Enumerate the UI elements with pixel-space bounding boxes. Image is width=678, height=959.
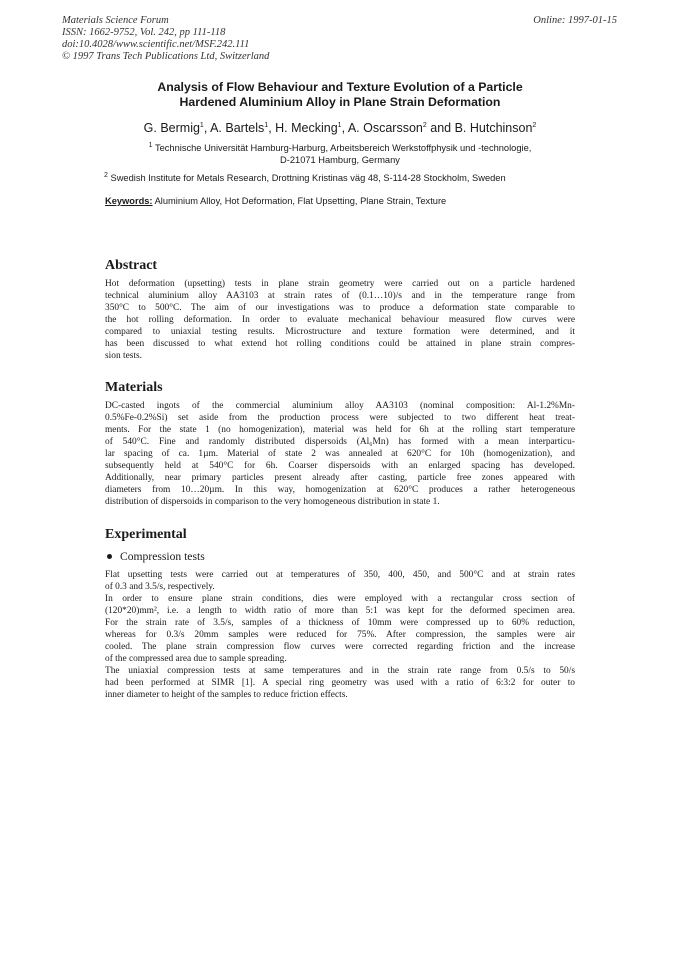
title-line-2: Hardened Aluminium Alloy in Plane Strain Deformation — [179, 95, 501, 109]
text-line: of 0.3 and 3.5/s, respectively. — [105, 582, 215, 592]
author-affiliation-mark: 1 — [337, 121, 342, 129]
affiliation-2 — [104, 172, 506, 184]
text-line: The uniaxial compression tests at same temperatures and in the strain rate range from 0.5/s to 50/s — [105, 666, 575, 676]
author-separator: and — [426, 121, 455, 135]
experimental-body — [105, 569, 575, 701]
online-date: Online: 1997-01-15 — [533, 15, 617, 26]
subsection-bullet — [107, 550, 205, 563]
author-separator: , — [268, 121, 276, 135]
affiliation-text: Technische Universität Hamburg-Harburg, Arbeitsbereich Werkstoffphysik und -technologie, — [154, 143, 532, 153]
text-line: compared to uniaxial testing results. Microstructure and texture formation were determined, and it — [105, 327, 575, 337]
keywords-text: Aluminium Alloy, Hot Deformation, Flat Upsetting, Plane Strain, Texture — [154, 196, 447, 206]
author-list — [60, 121, 620, 135]
author-name: A. Bartels — [210, 121, 265, 135]
text-line: For the strain rate of 3.5/s, samples of a thickness of 10mm were compressed up to 60% reduction, — [105, 618, 575, 628]
bullet-dot-icon — [107, 554, 112, 559]
author-affiliation-mark: 1 — [199, 121, 204, 129]
materials-body — [105, 400, 575, 508]
keywords — [105, 196, 446, 206]
text-line: has been discussed to what extend hot rolling conditions could be attained in plane strain compres- — [105, 339, 575, 349]
text-line: (120*20)mm², i.e. a length to width ratio of more than 5:1 was kept for the deformed specimen area. — [105, 606, 575, 616]
journal-header — [62, 15, 269, 63]
text-line: Hot deformation (upsetting) tests in plane strain geometry were carried out on a particle hardened — [105, 279, 575, 289]
text-line: In order to ensure plane strain conditions, dies were employed with a rectangular cross section of — [105, 594, 575, 604]
experimental-heading: Experimental — [105, 527, 187, 542]
affiliation-mark: 1 — [148, 141, 153, 149]
author-name: B. Hutchinson — [454, 121, 533, 135]
doi-line: doi:10.4028/www.scientific.net/MSF.242.111 — [62, 39, 250, 50]
text-line: of the compressed area due to sample spreading. — [105, 654, 287, 664]
paper-title — [60, 80, 620, 110]
text-line: DC-casted ingots of the commercial aluminium alloy AA3103 (nominal composition: Al-1.2%Mn- — [105, 401, 575, 411]
text-line: had been performed at SIMR [1]. A special ring geometry was used with a ratio of 6:3:2 for outer to — [105, 678, 575, 688]
keywords-label: Keywords: — [105, 196, 153, 206]
text-line: cooled. The plane strain compression flow curves were corrected regarding friction and the increase — [105, 642, 575, 652]
author-name: H. Mecking — [275, 121, 338, 135]
text-line: Additionally, near primary particles present already after casting, particle free zones appeared with — [105, 473, 575, 483]
text-line: of 540°C. Fine and randomly distributed dispersoids (Al₆Mn) has formed with a mean interparticu- — [105, 437, 575, 447]
text-line: 350°C to 500°C. The aim of our investigations was to produce a deformation state comparable to — [105, 303, 575, 313]
abstract-heading: Abstract — [105, 258, 158, 273]
author-name: A. Oscarsson — [347, 121, 423, 135]
copyright-line: © 1997 Trans Tech Publications Ltd, Switzerland — [62, 51, 270, 62]
subsection-title: Compression tests — [120, 550, 205, 563]
text-line: lar spacing of ca. 1µm. Material of state 2 was annealed at 620°C for 10h (homogenization), and — [105, 449, 575, 459]
author-separator: , — [203, 121, 211, 135]
author-affiliation-mark: 1 — [264, 121, 269, 129]
text-line: whereas for 0.3/s 20mm samples were reduced for 75%. After compression, the samples were air — [105, 630, 575, 640]
author-affiliation-mark: 2 — [532, 121, 537, 129]
affiliation-text: Swedish Institute for Metals Research, Drottning Kristinas väg 48, S-114-28 Stockholm, Sweden — [110, 173, 506, 183]
text-line: distribution of dispersoids in comparison to the very homogeneous distribution in state 1. — [105, 497, 440, 507]
issn-line: ISSN: 1662-9752, Vol. 242, pp 111-118 — [62, 27, 226, 38]
affiliation-1 — [60, 142, 620, 166]
text-line: ments. For the state 1 (no homogenization), material was held for 6h at the rolling start temperature — [105, 425, 575, 435]
abstract-body — [105, 278, 575, 362]
text-line: Flat upsetting tests were carried out at temperatures of 350, 400, 450, and 500°C and at strain rates — [105, 570, 575, 580]
text-line: inner diameter to height of the samples to reduce friction effects. — [105, 690, 348, 700]
title-line-1: Analysis of Flow Behaviour and Texture Evolution of a Particle — [157, 80, 523, 94]
text-line: subsequently held at 540°C for 6h. Coarser dispersoids with an enlarged spacing has developed. — [105, 461, 575, 471]
text-line: sion tests. — [105, 351, 142, 361]
author-name: G. Bermig — [143, 121, 200, 135]
author-separator: , — [341, 121, 348, 135]
text-line: technical aluminium alloy AA3103 at strain rates of (0.1…10)/s and in the temperature range from — [105, 291, 575, 301]
affiliation-text: D-21071 Hamburg, Germany — [280, 155, 400, 165]
materials-heading: Materials — [105, 380, 163, 395]
affiliation-mark: 2 — [104, 171, 108, 179]
journal-name: Materials Science Forum — [62, 15, 169, 26]
text-line: diameters from 10…20µm. In this way, homogenization at 620°C produces a rather heterogeneous — [105, 485, 575, 495]
text-line: 0.5%Fe-0.2%Si) set aside from the production process were subjected to two different heat treat- — [105, 413, 575, 423]
author-affiliation-mark: 2 — [422, 121, 427, 129]
text-line: the hot rolling deformation. In order to evaluate mechanical behaviour measured flow curves were — [105, 315, 575, 325]
